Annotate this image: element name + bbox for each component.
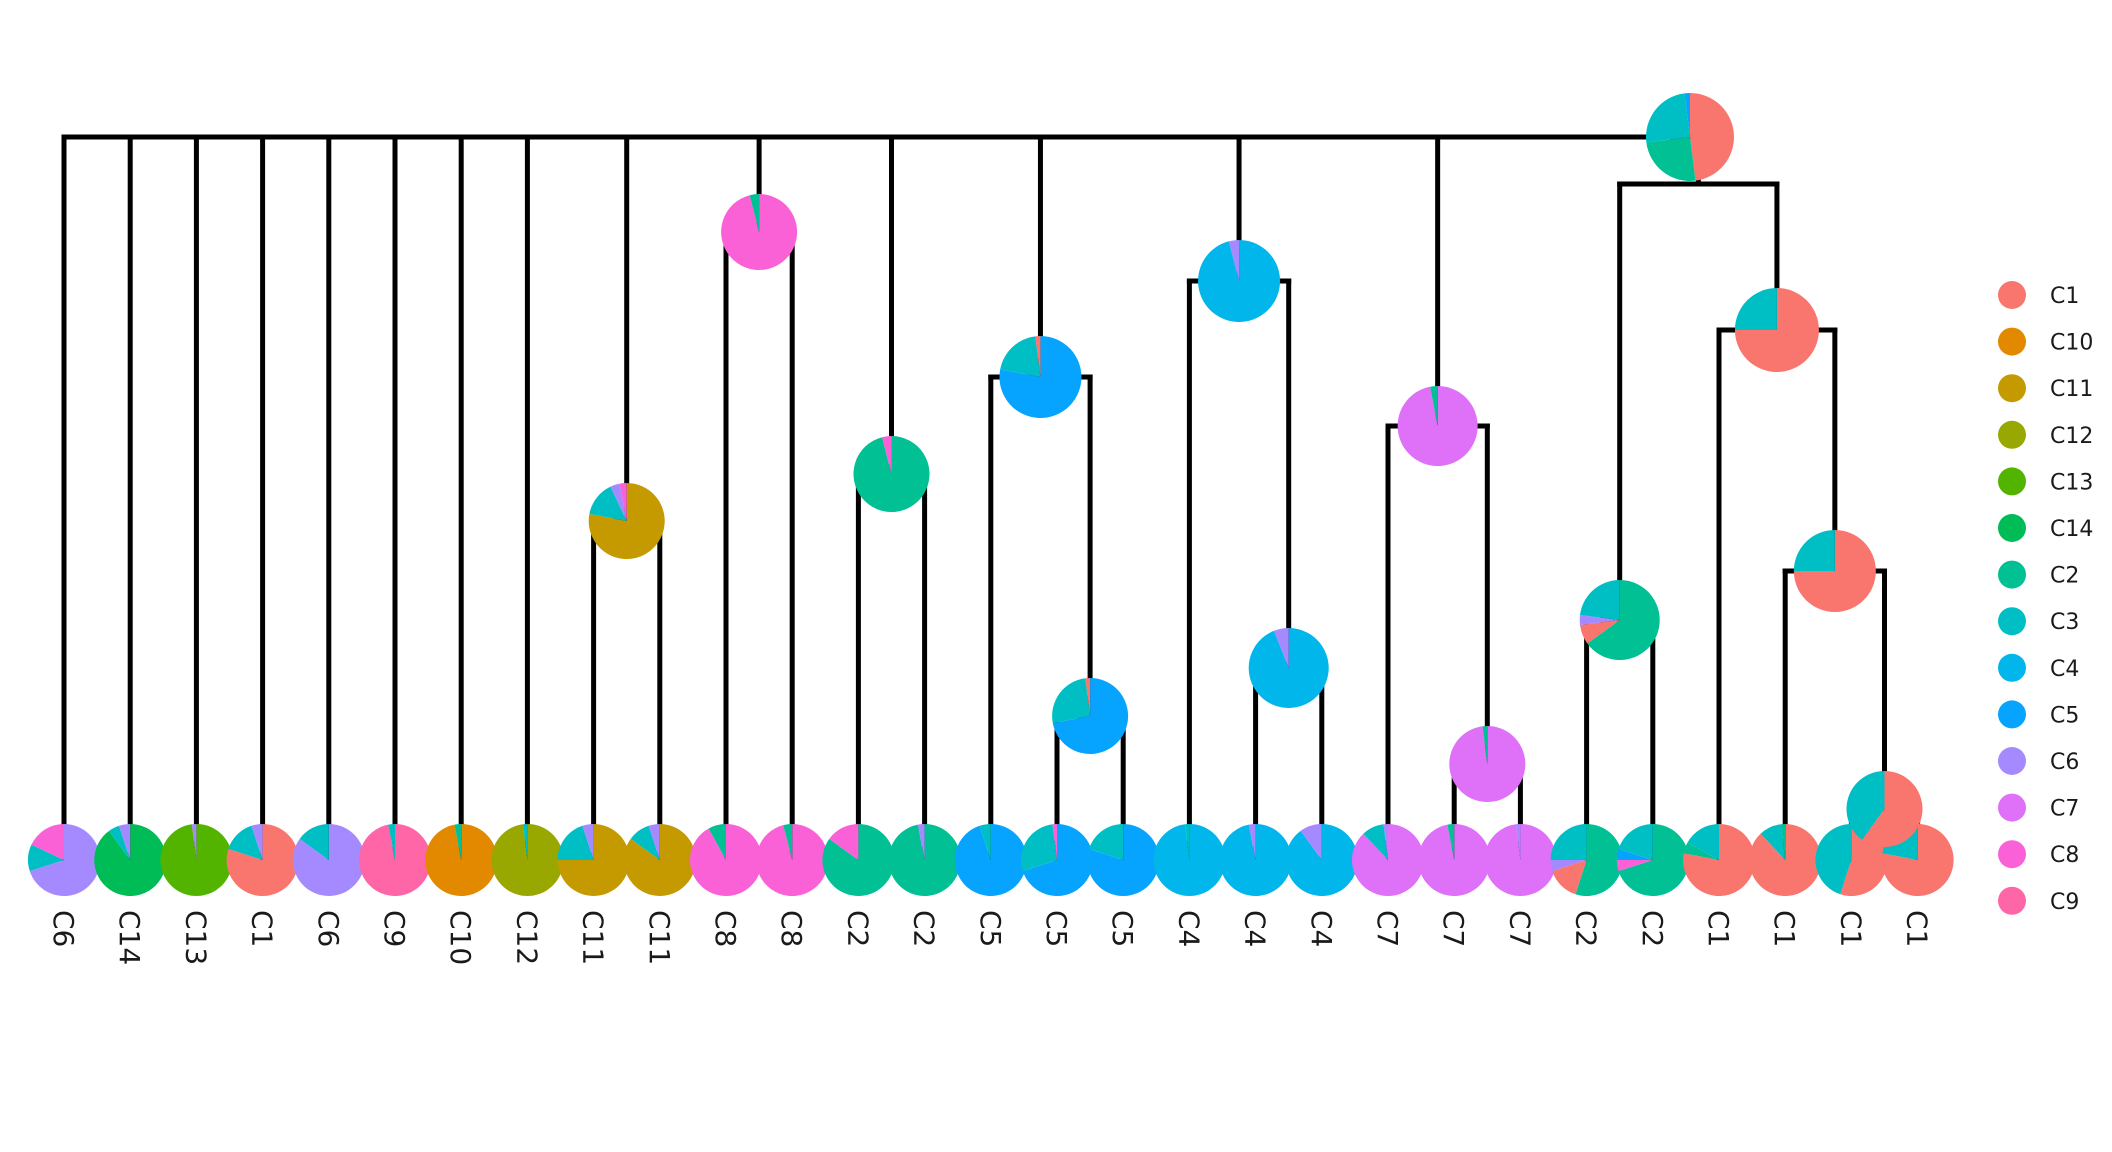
node-pie-n2b: [1580, 580, 1660, 660]
legend-item-c4: [1998, 654, 2079, 682]
leaf-label: C7: [1371, 910, 1404, 948]
node-pie-root-slice-c1: [1690, 93, 1734, 181]
leaf-pie-24-slice-c3: [1551, 824, 1587, 860]
leaf-pie-5: [293, 824, 365, 896]
legend-swatch: [1998, 654, 2026, 682]
leaf-label: C7: [1437, 910, 1471, 948]
leaf-label: C11: [576, 910, 610, 966]
tree-edges: [64, 137, 1918, 860]
legend-swatch: [1998, 514, 2026, 542]
legend-label: C10: [2050, 330, 2094, 356]
legend-swatch: [1998, 794, 2026, 822]
node-pie-n5b-slice-c3: [1052, 678, 1090, 723]
leaf-pie-23: [1484, 824, 1556, 896]
leaf-label: C6: [311, 910, 345, 948]
node-pie-n1b-slice-c3: [1794, 530, 1835, 571]
legend-label: C12: [2050, 423, 2094, 449]
leaf-label: C12: [510, 910, 544, 966]
leaf-label: C6: [47, 910, 80, 948]
leaf-label: C8: [709, 910, 742, 948]
leaf-label: C1: [1900, 910, 1934, 948]
legend-swatch: [1998, 281, 2026, 309]
leaf-pie-21: [1352, 824, 1424, 896]
node-pie-root-slice-c2: [1646, 137, 1695, 181]
leaf-pie-8: [491, 824, 563, 896]
leaf-pie-17: [1087, 824, 1159, 896]
leaf-pie-19: [1220, 824, 1292, 896]
leaf-labels: [47, 910, 1934, 965]
leaf-label: C2: [841, 910, 875, 948]
node-pie-n1c: [1847, 771, 1923, 847]
legend-label: C3: [2050, 610, 2080, 636]
legend-label: C1: [2050, 284, 2080, 309]
leaf-pie-1: [28, 824, 100, 896]
legend-item-c13: [1998, 467, 2093, 495]
leaf-label: C5: [973, 910, 1007, 948]
legend-label: C7: [2050, 796, 2080, 822]
legend-swatch: [1998, 328, 2026, 356]
legend-swatch: [1998, 887, 2026, 915]
leaf-pie-22: [1418, 824, 1490, 896]
node-pie-n4a: [1198, 240, 1280, 322]
leaf-pie-9: [558, 824, 630, 896]
legend-swatch: [1998, 374, 2026, 402]
legend-swatch: [1998, 607, 2026, 635]
node-pie-n2b-slice-c3: [1580, 580, 1620, 620]
leaf-label: C5: [1040, 910, 1073, 948]
legend-label: C13: [2050, 470, 2094, 496]
node-pie-n2a: [854, 436, 930, 512]
node-pie-n4b: [1249, 628, 1329, 708]
leaf-pie-3: [160, 824, 232, 896]
legend-label: C11: [2050, 377, 2094, 403]
leaf-label: C8: [775, 910, 809, 948]
leaf-pie-18: [1153, 824, 1225, 896]
legend-item-c14: [1998, 514, 2093, 542]
legend-label: C14: [2050, 517, 2094, 542]
leaf-label: C14: [113, 910, 147, 966]
node-pie-n7a: [1398, 386, 1478, 466]
legend-label: C2: [2050, 563, 2080, 589]
legend-item-c10: [1998, 328, 2093, 356]
legend-item-c1: [1998, 281, 2079, 309]
leaf-label: C2: [1569, 910, 1603, 948]
leaf-pie-7: [425, 824, 497, 896]
leaf-pie-16: [1021, 824, 1093, 896]
leaf-label: C4: [1172, 910, 1206, 948]
node-pie-n4b-slice-c4: [1249, 628, 1329, 708]
legend-item-c7: [1998, 794, 2079, 822]
legend-label: C8: [2050, 843, 2080, 869]
leaf-pie-27-slice-c1: [1749, 824, 1821, 896]
leaf-label: C7: [1503, 910, 1537, 948]
legend-swatch: [1998, 747, 2026, 775]
node-pie-n2a-slice-c2: [854, 436, 930, 512]
node-pie-n1b: [1794, 530, 1876, 612]
leaf-label: C2: [1635, 910, 1669, 948]
legend-swatch: [1998, 467, 2026, 495]
legend-label: C5: [2050, 703, 2080, 729]
node-pie-root-slice-c3: [1646, 93, 1690, 142]
node-pie-n5b: [1052, 678, 1128, 754]
leaf-pie-24: [1551, 824, 1623, 896]
leaf-pie-4: [227, 824, 299, 896]
leaf-label: C4: [1238, 910, 1272, 948]
leaf-label: C4: [1304, 910, 1338, 948]
legend-item-c8: [1998, 840, 2079, 868]
legend-item-c12: [1998, 421, 2093, 449]
legend-item-c5: [1998, 700, 2079, 728]
leaf-label: C5: [1106, 910, 1140, 948]
leaf-label: C9: [378, 910, 411, 948]
leaf-pie-11: [690, 824, 762, 896]
leaf-pie-20: [1286, 824, 1358, 896]
leaf-label: C1: [1768, 910, 1802, 948]
leaf-pie-15: [955, 824, 1027, 896]
node-pie-root: [1646, 93, 1734, 181]
legend-label: C6: [2050, 750, 2080, 775]
leaf-pie-27: [1749, 824, 1821, 896]
legend-swatch: [1998, 561, 2026, 589]
node-pie-n8: [721, 194, 797, 270]
node-pie-n11: [589, 483, 665, 559]
leaf-pie-2: [94, 824, 166, 896]
node-pie-n5a: [999, 336, 1081, 418]
leaf-pie-6: [359, 824, 431, 896]
leaf-label: C1: [1702, 910, 1735, 948]
leaf-label: C10: [444, 910, 478, 966]
leaf-label: C11: [642, 910, 676, 966]
node-pie-n7b: [1449, 726, 1525, 802]
legend-item-c11: [1998, 374, 2093, 402]
leaf-pie-12: [756, 824, 828, 896]
legend: [1998, 281, 2093, 915]
leaf-pie-13: [822, 824, 894, 896]
legend-label: C4: [2050, 656, 2080, 682]
legend-item-c6: [1998, 747, 2079, 775]
leaf-pie-25: [1617, 824, 1689, 896]
legend-item-c9: [1998, 887, 2079, 915]
node-pie-n1a-slice-c3: [1735, 288, 1777, 330]
leaf-pie-26: [1683, 824, 1755, 896]
legend-swatch: [1998, 421, 2026, 449]
leaf-pie-14: [889, 824, 961, 896]
leaf-label: C1: [245, 910, 279, 948]
leaf-label: C13: [179, 910, 213, 966]
legend-swatch: [1998, 840, 2026, 868]
legend-swatch: [1998, 700, 2026, 728]
leaf-pie-10: [624, 824, 696, 896]
legend-item-c3: [1998, 607, 2079, 635]
legend-label: C9: [2050, 889, 2080, 915]
leaf-label: C1: [1834, 910, 1868, 948]
node-pie-n1a: [1735, 288, 1819, 372]
leaf-label: C2: [907, 910, 941, 948]
legend-item-c2: [1998, 561, 2079, 589]
